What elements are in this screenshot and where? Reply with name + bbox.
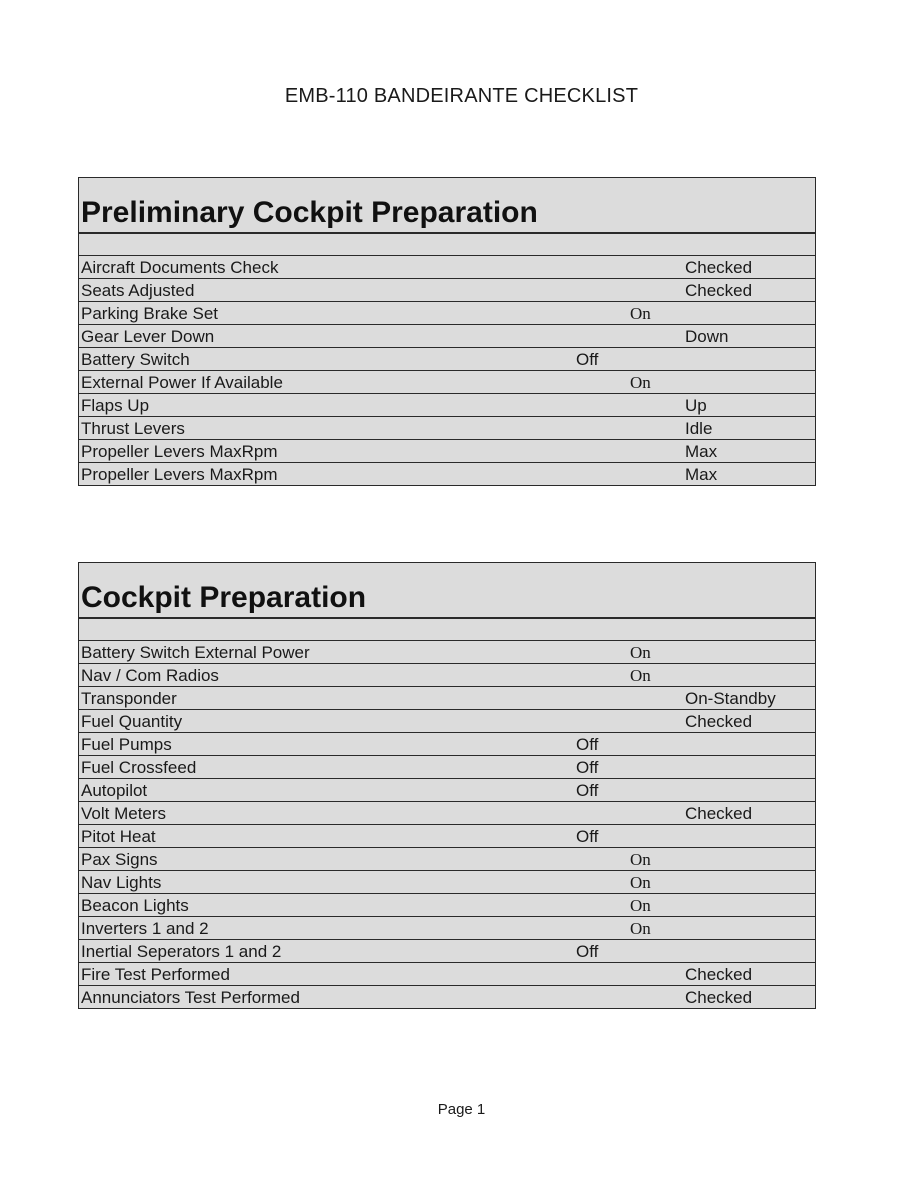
checklist-item-value: Off — [576, 781, 599, 800]
blank-row — [79, 234, 815, 256]
checklist-row — [79, 325, 815, 348]
section-preliminary-cockpit-preparation — [78, 177, 816, 486]
checklist-item-label: Pax Signs — [81, 850, 158, 869]
checklist-row — [79, 894, 815, 917]
checklist-item-value: Checked — [685, 281, 753, 300]
checklist-item-label: Transponder — [81, 689, 177, 708]
section-title: Cockpit Preparation — [81, 581, 367, 614]
checklist-item-value: Up — [685, 396, 707, 415]
checklist-item-label: Fire Test Performed — [81, 965, 230, 984]
checklist-row — [79, 871, 815, 894]
checklist-item-value: Down — [685, 327, 729, 346]
checklist-item-value: On — [630, 373, 651, 392]
checklist-item-label: Battery Switch — [81, 350, 190, 369]
checklist-row — [79, 256, 815, 279]
checklist-row — [79, 963, 815, 986]
checklist-rows — [79, 641, 815, 1008]
checklist-item-value: On — [630, 643, 651, 662]
checklist-item-value: Off — [576, 735, 599, 754]
checklist-item-value: Checked — [685, 712, 753, 731]
section-title: Preliminary Cockpit Preparation — [81, 196, 538, 229]
checklist-row — [79, 348, 815, 371]
checklist-row — [79, 733, 815, 756]
checklist-row — [79, 848, 815, 871]
checklist-item-value: On — [630, 304, 651, 323]
checklist-row — [79, 641, 815, 664]
checklist-row — [79, 917, 815, 940]
checklist-row — [79, 756, 815, 779]
checklist-item-label: Inverters 1 and 2 — [81, 919, 209, 938]
checklist-item-label: Inertial Seperators 1 and 2 — [81, 942, 282, 961]
checklist-item-label: Fuel Pumps — [81, 735, 172, 754]
checklist-item-value: Checked — [685, 804, 753, 823]
checklist-item-value: Off — [576, 827, 599, 846]
checklist-item-value: On — [630, 896, 651, 915]
checklist-row — [79, 710, 815, 733]
section-header — [79, 178, 815, 234]
checklist-row — [79, 687, 815, 710]
checklist-row — [79, 940, 815, 963]
checklist-item-value: Off — [576, 350, 599, 369]
checklist-row — [79, 825, 815, 848]
checklist-row — [79, 802, 815, 825]
section-cockpit-preparation — [78, 562, 816, 1009]
checklist-item-value: On — [630, 666, 651, 685]
checklist-row — [79, 279, 815, 302]
document-title: EMB-110 BANDEIRANTE CHECKLIST — [284, 85, 639, 107]
checklist-item-label: Pitot Heat — [81, 827, 156, 846]
checklist-item-label: Gear Lever Down — [81, 327, 215, 346]
checklist-item-label: Aircraft Documents Check — [81, 258, 279, 277]
checklist-item-value: On-Standby — [685, 689, 776, 708]
checklist-item-label: Fuel Quantity — [81, 712, 183, 731]
checklist-item-label: External Power If Available — [81, 373, 283, 392]
checklist-item-label: Battery Switch External Power — [81, 643, 310, 662]
checklist-item-value: Checked — [685, 258, 753, 277]
checklist-item-value: Max — [685, 442, 718, 461]
checklist-item-label: Flaps Up — [81, 396, 150, 415]
checklist-item-value: Off — [576, 942, 599, 961]
checklist-row — [79, 302, 815, 325]
checklist-item-label: Parking Brake Set — [81, 304, 219, 323]
checklist-row — [79, 417, 815, 440]
checklist-item-value: Idle — [685, 419, 713, 438]
checklist-row — [79, 986, 815, 1008]
checklist-item-label: Seats Adjusted — [81, 281, 195, 300]
checklist-item-value: On — [630, 873, 651, 892]
checklist-item-label: Thrust Levers — [81, 419, 185, 438]
section-header — [79, 563, 815, 619]
checklist-item-label: Nav Lights — [81, 873, 162, 892]
checklist-item-label: Autopilot — [81, 781, 148, 800]
checklist-rows — [79, 256, 815, 485]
checklist-row — [79, 371, 815, 394]
checklist-row — [79, 463, 815, 485]
checklist-item-label: Beacon Lights — [81, 896, 189, 915]
checklist-item-value: Checked — [685, 965, 753, 984]
checklist-row — [79, 779, 815, 802]
blank-row — [79, 619, 815, 641]
page-number: Page 1 — [437, 1101, 486, 1118]
checklist-row — [79, 440, 815, 463]
checklist-item-value: Max — [685, 465, 718, 484]
checklist-item-label: Volt Meters — [81, 804, 167, 823]
checklist-item-label: Annunciators Test Performed — [81, 988, 300, 1007]
checklist-item-label: Propeller Levers MaxRpm — [81, 442, 278, 461]
checklist-item-value: Off — [576, 758, 599, 777]
checklist-item-value: On — [630, 850, 651, 869]
checklist-row — [79, 394, 815, 417]
checklist-row — [79, 664, 815, 687]
checklist-item-label: Fuel Crossfeed — [81, 758, 197, 777]
checklist-item-value: On — [630, 919, 651, 938]
checklist-item-label: Propeller Levers MaxRpm — [81, 465, 278, 484]
checklist-item-label: Nav / Com Radios — [81, 666, 219, 685]
checklist-item-value: Checked — [685, 988, 753, 1007]
